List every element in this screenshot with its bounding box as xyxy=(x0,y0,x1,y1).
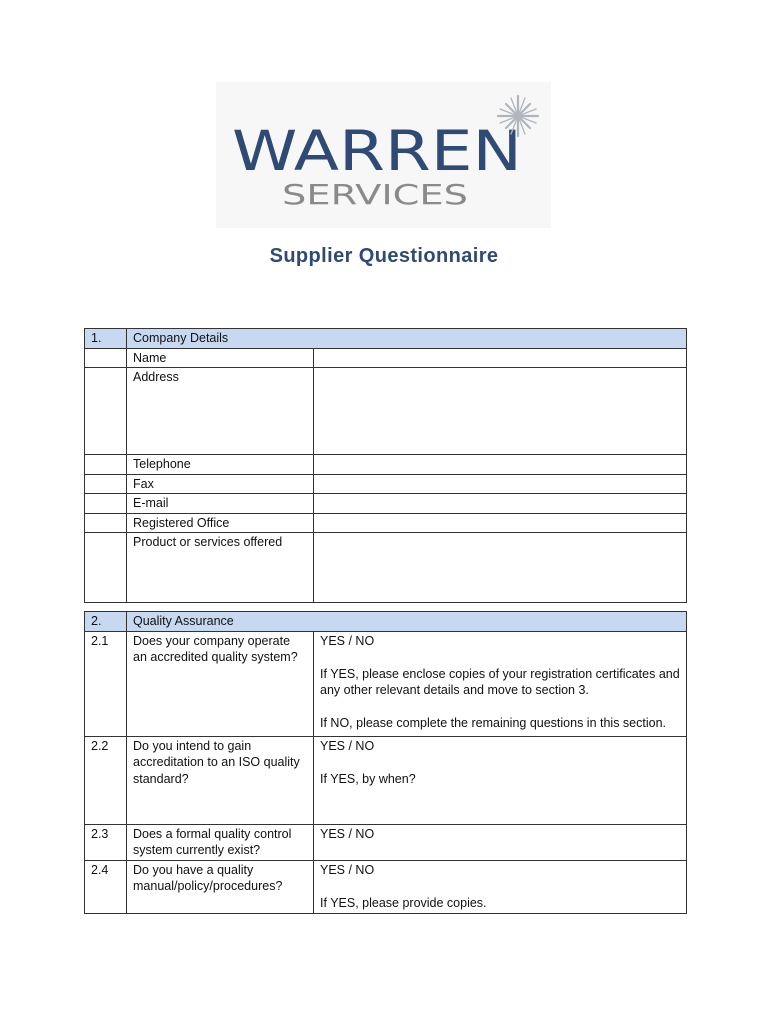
field-label: Address xyxy=(127,368,314,455)
logo-secondary-text: SERVICES xyxy=(282,178,468,211)
field-label: Product or services offered xyxy=(127,533,314,603)
answer-cell[interactable] xyxy=(314,631,687,736)
section-heading: Company Details xyxy=(127,329,687,349)
table-row xyxy=(85,455,687,475)
company-details-table xyxy=(84,328,687,603)
answer-cell[interactable] xyxy=(314,860,687,913)
answer-note: If YES, please enclose copies of your registration certificates and any other relevant details and move to section 3. xyxy=(320,666,680,697)
yes-no-answer: YES / NO xyxy=(320,738,375,753)
answer-note: If YES, please provide copies. xyxy=(320,895,487,910)
field-label: Registered Office xyxy=(127,513,314,533)
fax-field[interactable] xyxy=(314,474,687,494)
question-number: 2.4 xyxy=(85,860,127,913)
answer-cell[interactable] xyxy=(314,824,687,860)
question-text: Do you have a quality manual/policy/procedures? xyxy=(127,860,314,913)
products-services-field[interactable] xyxy=(314,533,687,603)
yes-no-answer: YES / NO xyxy=(320,826,375,841)
telephone-field[interactable] xyxy=(314,455,687,475)
table-row xyxy=(85,533,687,603)
table-row xyxy=(85,860,687,913)
section-number: 1. xyxy=(85,329,127,349)
question-text: Does a formal quality control system currently exist? xyxy=(127,824,314,860)
registered-office-field[interactable] xyxy=(314,513,687,533)
section-number: 2. xyxy=(85,612,127,632)
table-row xyxy=(85,736,687,824)
field-label: E-mail xyxy=(127,494,314,514)
table-row xyxy=(85,631,687,736)
question-text: Do you intend to gain accreditation to an ISO quality standard? xyxy=(127,736,314,824)
answer-note: If NO, please complete the remaining questions in this section. xyxy=(320,716,667,730)
answer-cell[interactable] xyxy=(314,736,687,824)
logo-primary-text: WARREN xyxy=(232,119,522,183)
answer-note: If YES, by when? xyxy=(320,771,416,786)
table-row xyxy=(85,348,687,368)
yes-no-answer: YES / NO xyxy=(320,633,375,648)
question-number: 2.1 xyxy=(85,631,127,736)
question-number: 2.2 xyxy=(85,736,127,824)
field-label: Telephone xyxy=(127,455,314,475)
question-text: Does your company operate an accredited quality system? xyxy=(127,631,314,736)
table-row xyxy=(85,824,687,860)
table-row xyxy=(85,474,687,494)
address-field[interactable] xyxy=(314,368,687,455)
table-row xyxy=(85,368,687,455)
field-label: Fax xyxy=(127,474,314,494)
logo xyxy=(216,82,551,228)
quality-assurance-table xyxy=(84,611,687,914)
warren-logo-graphic xyxy=(216,82,551,228)
section-header-row xyxy=(85,329,687,349)
email-field[interactable] xyxy=(314,494,687,514)
field-label: Name xyxy=(127,348,314,368)
name-field[interactable] xyxy=(314,348,687,368)
yes-no-answer: YES / NO xyxy=(320,862,375,877)
section-header-row xyxy=(85,612,687,632)
table-row xyxy=(85,513,687,533)
table-row xyxy=(85,494,687,514)
section-heading: Quality Assurance xyxy=(127,612,687,632)
question-number: 2.3 xyxy=(85,824,127,860)
page-title: Supplier Questionnaire xyxy=(269,245,499,267)
